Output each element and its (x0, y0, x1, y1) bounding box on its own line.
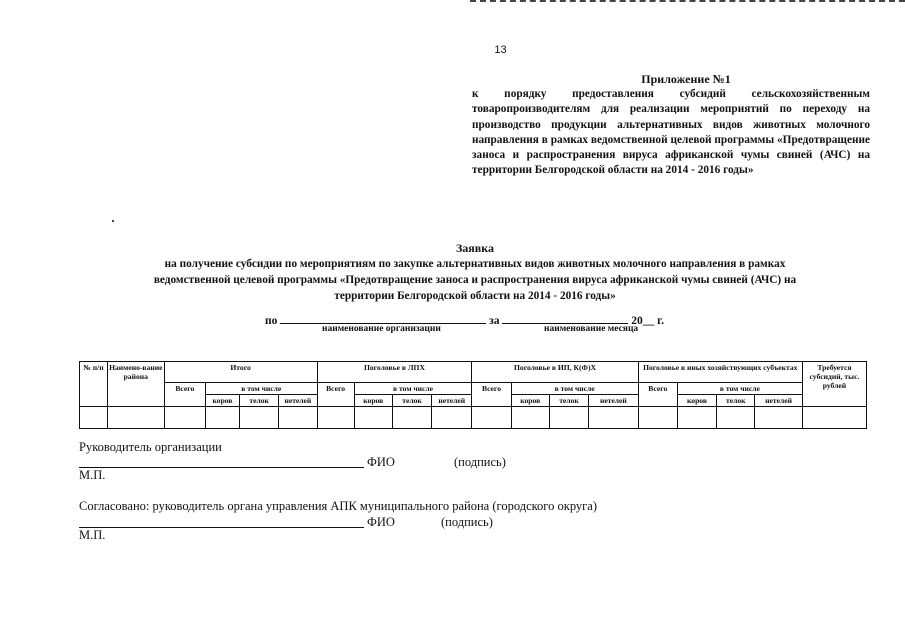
header-group-other: Поголовье в иных хозяйствующих субъектах (638, 362, 802, 383)
table-cell[interactable] (717, 407, 755, 429)
page-number: 13 (494, 44, 507, 56)
table-cell[interactable] (107, 407, 164, 429)
header-group-ip-kfh: Поголовье в ИП, К(Ф)Х (472, 362, 638, 383)
header-heifers: телок (392, 395, 431, 407)
agreed-label: Согласовано: руководитель органа управления АПК муниципального района (городского округа) (79, 499, 597, 513)
year-label: 20__ г. (631, 315, 664, 327)
table-cell[interactable] (511, 407, 549, 429)
signature-label: (подпись) (441, 515, 493, 529)
caption-organization: наименование организации (322, 324, 441, 334)
table-cell[interactable] (472, 407, 511, 429)
table-cell[interactable] (589, 407, 639, 429)
header-heifers: телок (717, 395, 755, 407)
header-pregnant-heifers: нетелей (755, 395, 803, 407)
stamp-label: М.П. (79, 528, 106, 542)
table-cell[interactable] (317, 407, 354, 429)
table-cell[interactable] (549, 407, 588, 429)
organization-blank[interactable] (280, 312, 486, 324)
za-label: за (489, 315, 500, 327)
header-heifers: телок (549, 395, 588, 407)
application-table (79, 361, 867, 429)
header-including: в том числе (677, 383, 802, 395)
header-pregnant-heifers: нетелей (589, 395, 639, 407)
fio-label: ФИО (367, 515, 395, 529)
header-including: в том числе (205, 383, 317, 395)
form-heading: Заявка (455, 241, 495, 255)
header-district: Наимено-вание района (107, 362, 164, 407)
header-pregnant-heifers: нетелей (432, 395, 472, 407)
header-pregnant-heifers: нетелей (279, 395, 317, 407)
header-total: Всего (472, 383, 511, 407)
table-cell[interactable] (802, 407, 866, 429)
stamp-label: М.П. (79, 468, 106, 482)
table-cell[interactable] (279, 407, 317, 429)
header-heifers: телок (240, 395, 279, 407)
agreed-signature-line[interactable] (79, 527, 364, 528)
form-title-line-3: территории Белгородской области на 2014 - 2016 годы» (334, 290, 616, 302)
appendix-text: к порядку предоставления субсидий сельскохозяйственным товаропроизводителям для реализации мероприятий по переходу на производство продукции альтернативных видов животных молочного направления в рамках ведомственной целевой программы «Предотвращение заноса и распространения вируса африканской чумы свиней (АЧС) на территории Белгородской области на 2014 - 2016 годы» (472, 88, 870, 177)
table-cell[interactable] (354, 407, 392, 429)
header-group-total: Итого (164, 362, 317, 383)
header-total: Всего (164, 383, 205, 407)
head-of-organization-label: Руководитель организации (79, 440, 222, 454)
table-cell[interactable] (677, 407, 716, 429)
appendix-title: Приложение №1 (641, 72, 731, 86)
header-cows: коров (511, 395, 549, 407)
header-required-subsidy: Требуется субсидий, тыс. рублей (802, 362, 866, 407)
caption-month: наименование месяца (544, 324, 639, 334)
header-total: Всего (638, 383, 677, 407)
table-cell[interactable] (240, 407, 279, 429)
header-including: в том числе (511, 383, 638, 395)
table-cell[interactable] (80, 407, 108, 429)
header-cows: коров (205, 395, 239, 407)
month-blank[interactable] (502, 312, 628, 324)
form-title-line-2: ведомственной целевой программы «Предотвращение заноса и распространения вируса африканской чумы свиней (АЧС) на (153, 274, 797, 286)
po-label: по (265, 315, 278, 327)
appendix-block (472, 72, 870, 178)
header-including: в том числе (354, 383, 472, 395)
header-num: № п/п (80, 362, 108, 407)
header-cows: коров (677, 395, 716, 407)
table-cell[interactable] (205, 407, 239, 429)
table-cell[interactable] (638, 407, 677, 429)
signature-label: (подпись) (454, 455, 506, 469)
table-cell[interactable] (164, 407, 205, 429)
head-signature-line[interactable] (79, 467, 364, 468)
scan-dot (112, 220, 114, 222)
header-total: Всего (317, 383, 354, 407)
table-cell[interactable] (432, 407, 472, 429)
form-title-line-1: на получение субсидии по мероприятиям по закупке альтернативных видов животных молочного направления в рамках (164, 258, 786, 270)
form-title-block (60, 240, 890, 304)
table-cell[interactable] (392, 407, 431, 429)
table-cell[interactable] (755, 407, 803, 429)
table-row (80, 407, 867, 429)
top-border-line (470, 0, 905, 5)
header-group-lph: Поголовье в ЛПХ (317, 362, 472, 383)
header-cows: коров (354, 395, 392, 407)
fio-label: ФИО (367, 455, 395, 469)
